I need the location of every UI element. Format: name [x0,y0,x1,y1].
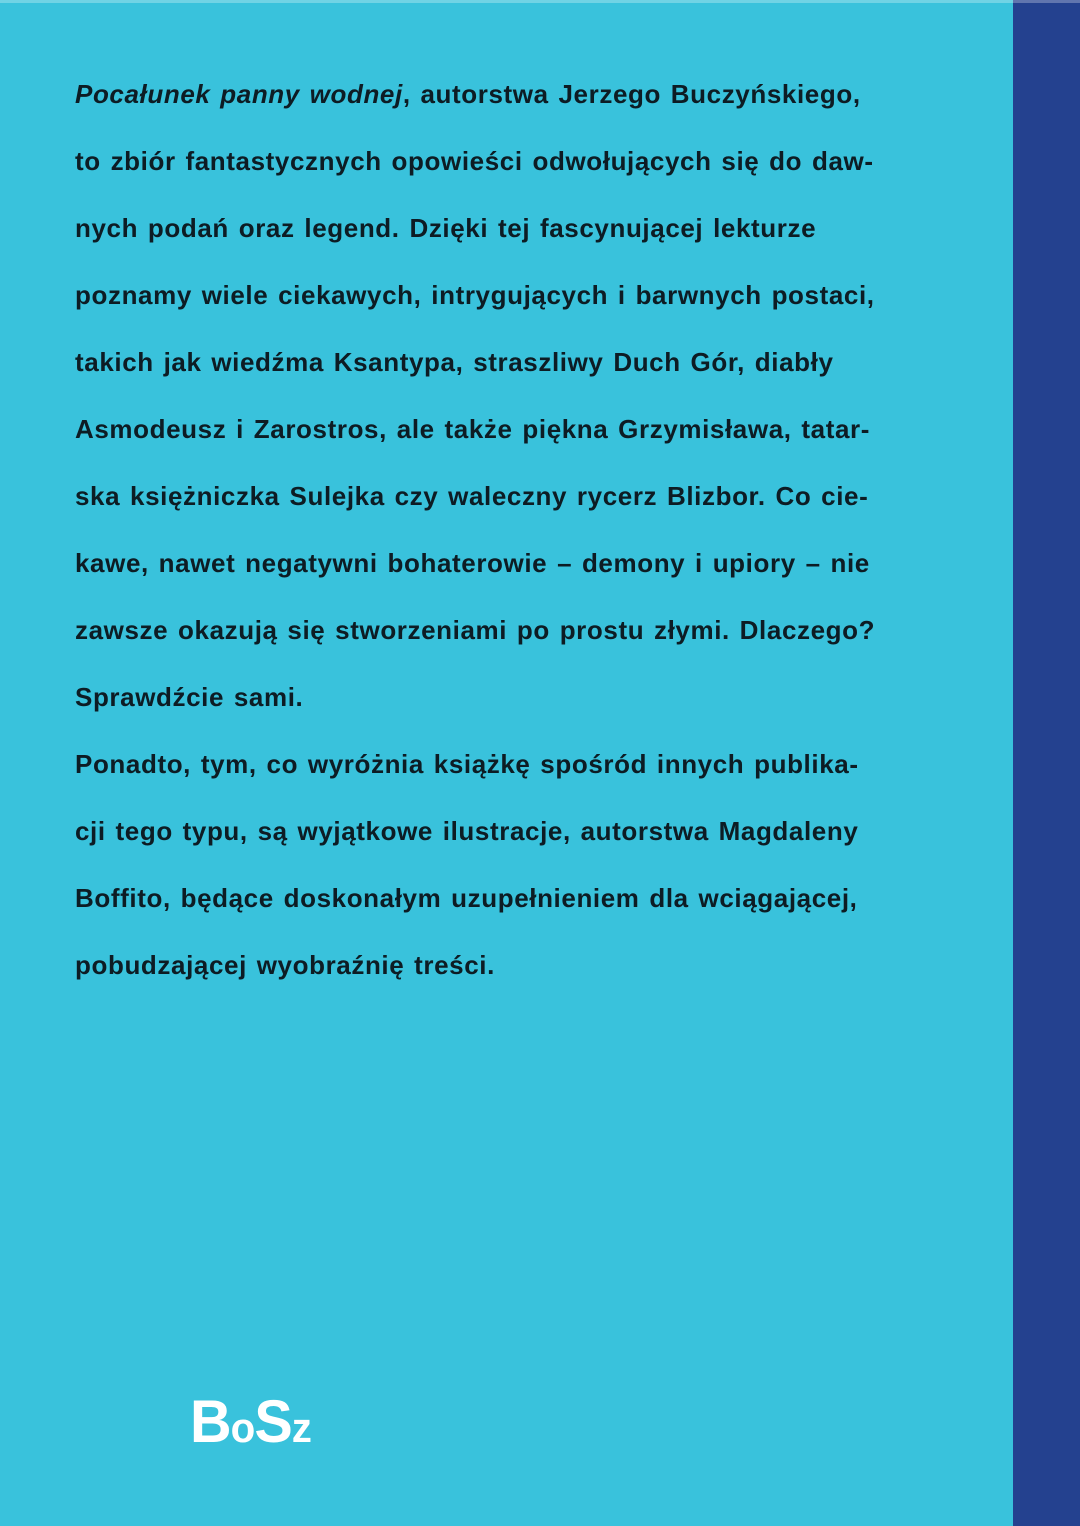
bosz-publisher-logo [190,1388,311,1468]
blurb-line: nych podań oraz legend. Dzięki tej fascynującej lekturze [75,213,817,243]
blurb-line: zawsze okazują się stworzeniami po prostu złymi. Dlaczego? [75,615,876,645]
blurb-line: Boffito, będące doskonałym uzupełnieniem dla wciągającej, [75,883,858,913]
spine-stripe [1013,0,1080,1526]
blurb-text [75,61,875,999]
logo-letter-s: S [254,1388,292,1455]
blurb-line: ska księżniczka Sulejka czy waleczny rycerz Blizbor. Co cie- [75,481,869,511]
blurb-line [75,61,875,128]
logo-letter-o: o [230,1404,255,1451]
blurb-line-rest: , autorstwa Jerzego Buczyńskiego, [402,79,861,109]
logo-letter-z: z [291,1404,311,1451]
book-title-italic: Pocałunek panny wodnej [75,79,403,109]
blurb-line: Sprawdźcie sami. [75,682,304,712]
blurb-line: takich jak wiedźma Ksantypa, straszliwy Duch Gór, diabły [75,347,834,377]
logo-letter-b: B [190,1388,231,1455]
blurb-line: Ponadto, tym, co wyróżnia książkę spośród innych publika- [75,749,859,779]
blurb-line: cji tego typu, są wyjątkowe ilustracje, autorstwa Magdaleny [75,816,859,846]
blurb-line: to zbiór fantastycznych opowieści odwołujących się do daw- [75,146,874,176]
top-edge-highlight [0,0,1080,3]
blurb-line: kawe, nawet negatywni bohaterowie – demony i upiory – nie [75,548,870,578]
blurb-line: Asmodeusz i Zarostros, ale także piękna Grzymisława, tatar- [75,414,871,444]
blurb-line: poznamy wiele ciekawych, intrygujących i barwnych postaci, [75,280,875,310]
blurb-line: pobudzającej wyobraźnię treści. [75,950,495,980]
